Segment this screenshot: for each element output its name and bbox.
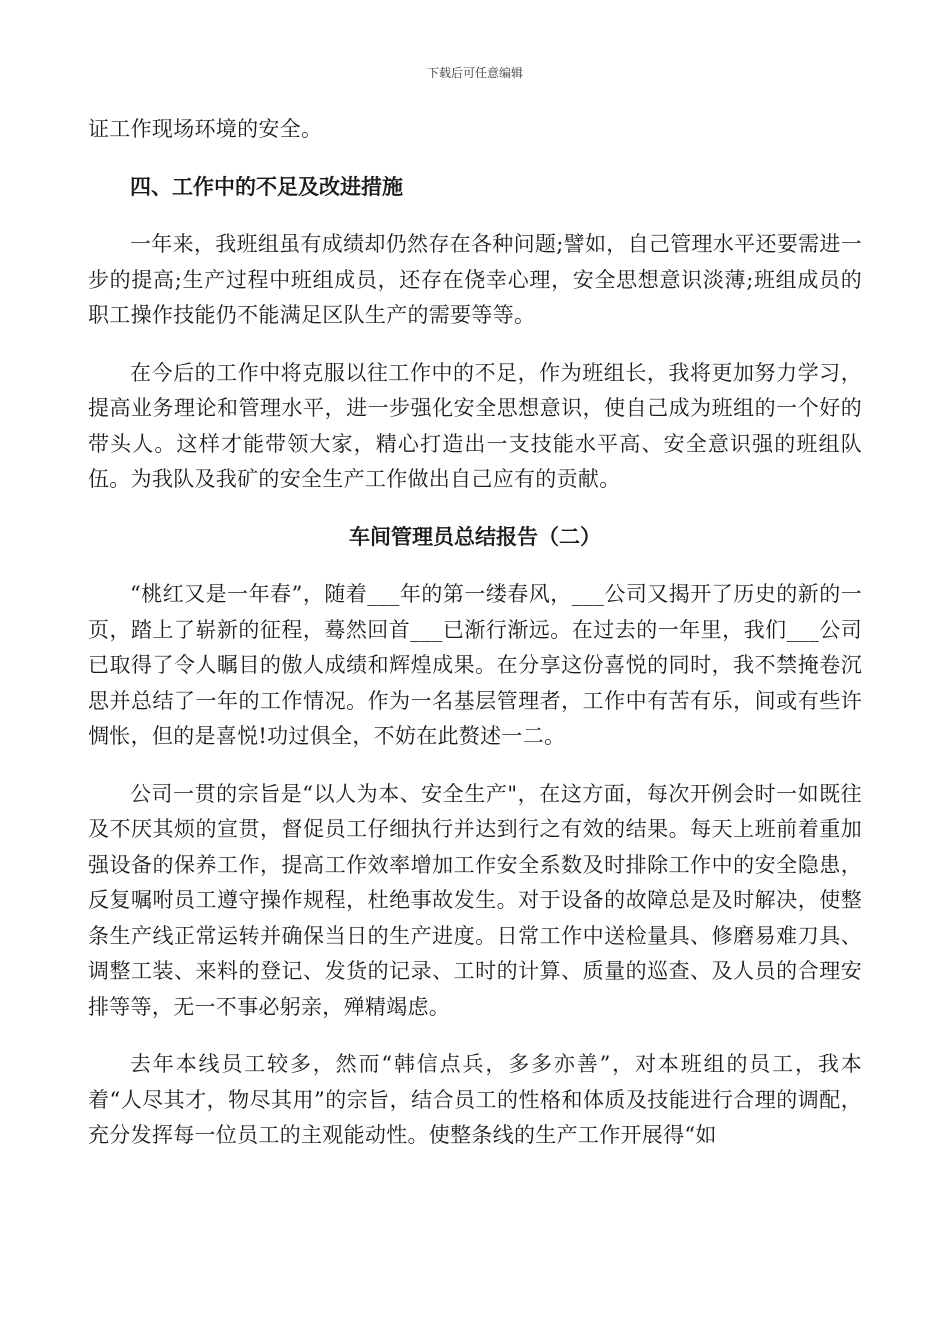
report-title: 车间管理员总结报告（二） <box>349 524 601 549</box>
paragraph-intro: “桃红又是一年春”，随着___年的第一缕春风，___公司又揭开了历史的新的一页，踏上了崭新的征程，蓦然回首___已渐行渐远。在过去的一年里，我们___公司已取得了令人瞩目的傲人成绩和辉煌成果。在分享这份喜悦的同时，我不禁掩卷沉思并总结了一年的工作情况。作为一名基层管理者，工作中有苦有乐，间或有些许惆怅，但的是喜悦!功过俱全，不妨在此赘述一二。 <box>88 582 862 748</box>
paragraph-improvements: 在今后的工作中将克服以往工作中的不足，作为班组长，我将更加努力学习，提高业务理论和管理水平，进一步强化安全思想意识，使自己成为班组的一个好的带头人。这样才能带领大家，精心打造出一支技能水平高、安全意识强的班组队伍。为我队及我矿的安全生产工作做出自己应有的贡献。 <box>88 360 862 491</box>
spacer <box>88 498 862 520</box>
document-body <box>88 112 862 1154</box>
spacer <box>88 555 862 577</box>
paragraph-shortcomings: 一年来，我班组虽有成绩却仍然存在各种问题;譬如，自己管理水平还要需进一步的提高;生产过程中班组成员，还存在侥幸心理，安全思想意识淡薄;班组成员的职工操作技能仍不能满足区队生产的需要等等。 <box>88 232 862 327</box>
spacer <box>88 148 862 170</box>
paragraph-staffing: 去年本线员工较多，然而“韩信点兵，多多亦善”，对本班组的员工，我本着“人尽其才，物尽其用”的宗旨，结合员工的性格和体质及技能进行合理的调配，充分发挥每一位员工的主观能动性。使整条线的生产工作开展得“如 <box>88 1052 862 1147</box>
spacer <box>88 334 862 356</box>
paragraph-safety: 公司一贯的宗旨是“以人为本、安全生产"，在这方面，每次开例会时一如既往及不厌其烦的宣贯，督促员工仔细执行并达到行之有效的结果。每天上班前着重加强设备的保养工作，提高工作效率增加工作安全系数及时排除工作中的安全隐患，反复嘱咐员工遵守操作规程，杜绝事故发生。对于设备的故障总是及时解决，使整条生产线正常运转并确保当日的生产进度。日常工作中送检量具、修磨易难刀具、调整工装、来料的登记、发货的记录、工时的计算、质量的巡查、及人员的合理安排等等，无一不事必躬亲，殚精竭虑。 <box>88 781 862 1019</box>
page-header-note: 下载后可任意编辑 <box>426 66 523 80</box>
spacer <box>88 205 862 227</box>
paragraph-continuation: 证工作现场环境的安全。 <box>88 117 323 141</box>
spacer <box>88 755 862 777</box>
spacer <box>88 1025 862 1047</box>
section-heading: 四、工作中的不足及改进措施 <box>130 174 403 199</box>
